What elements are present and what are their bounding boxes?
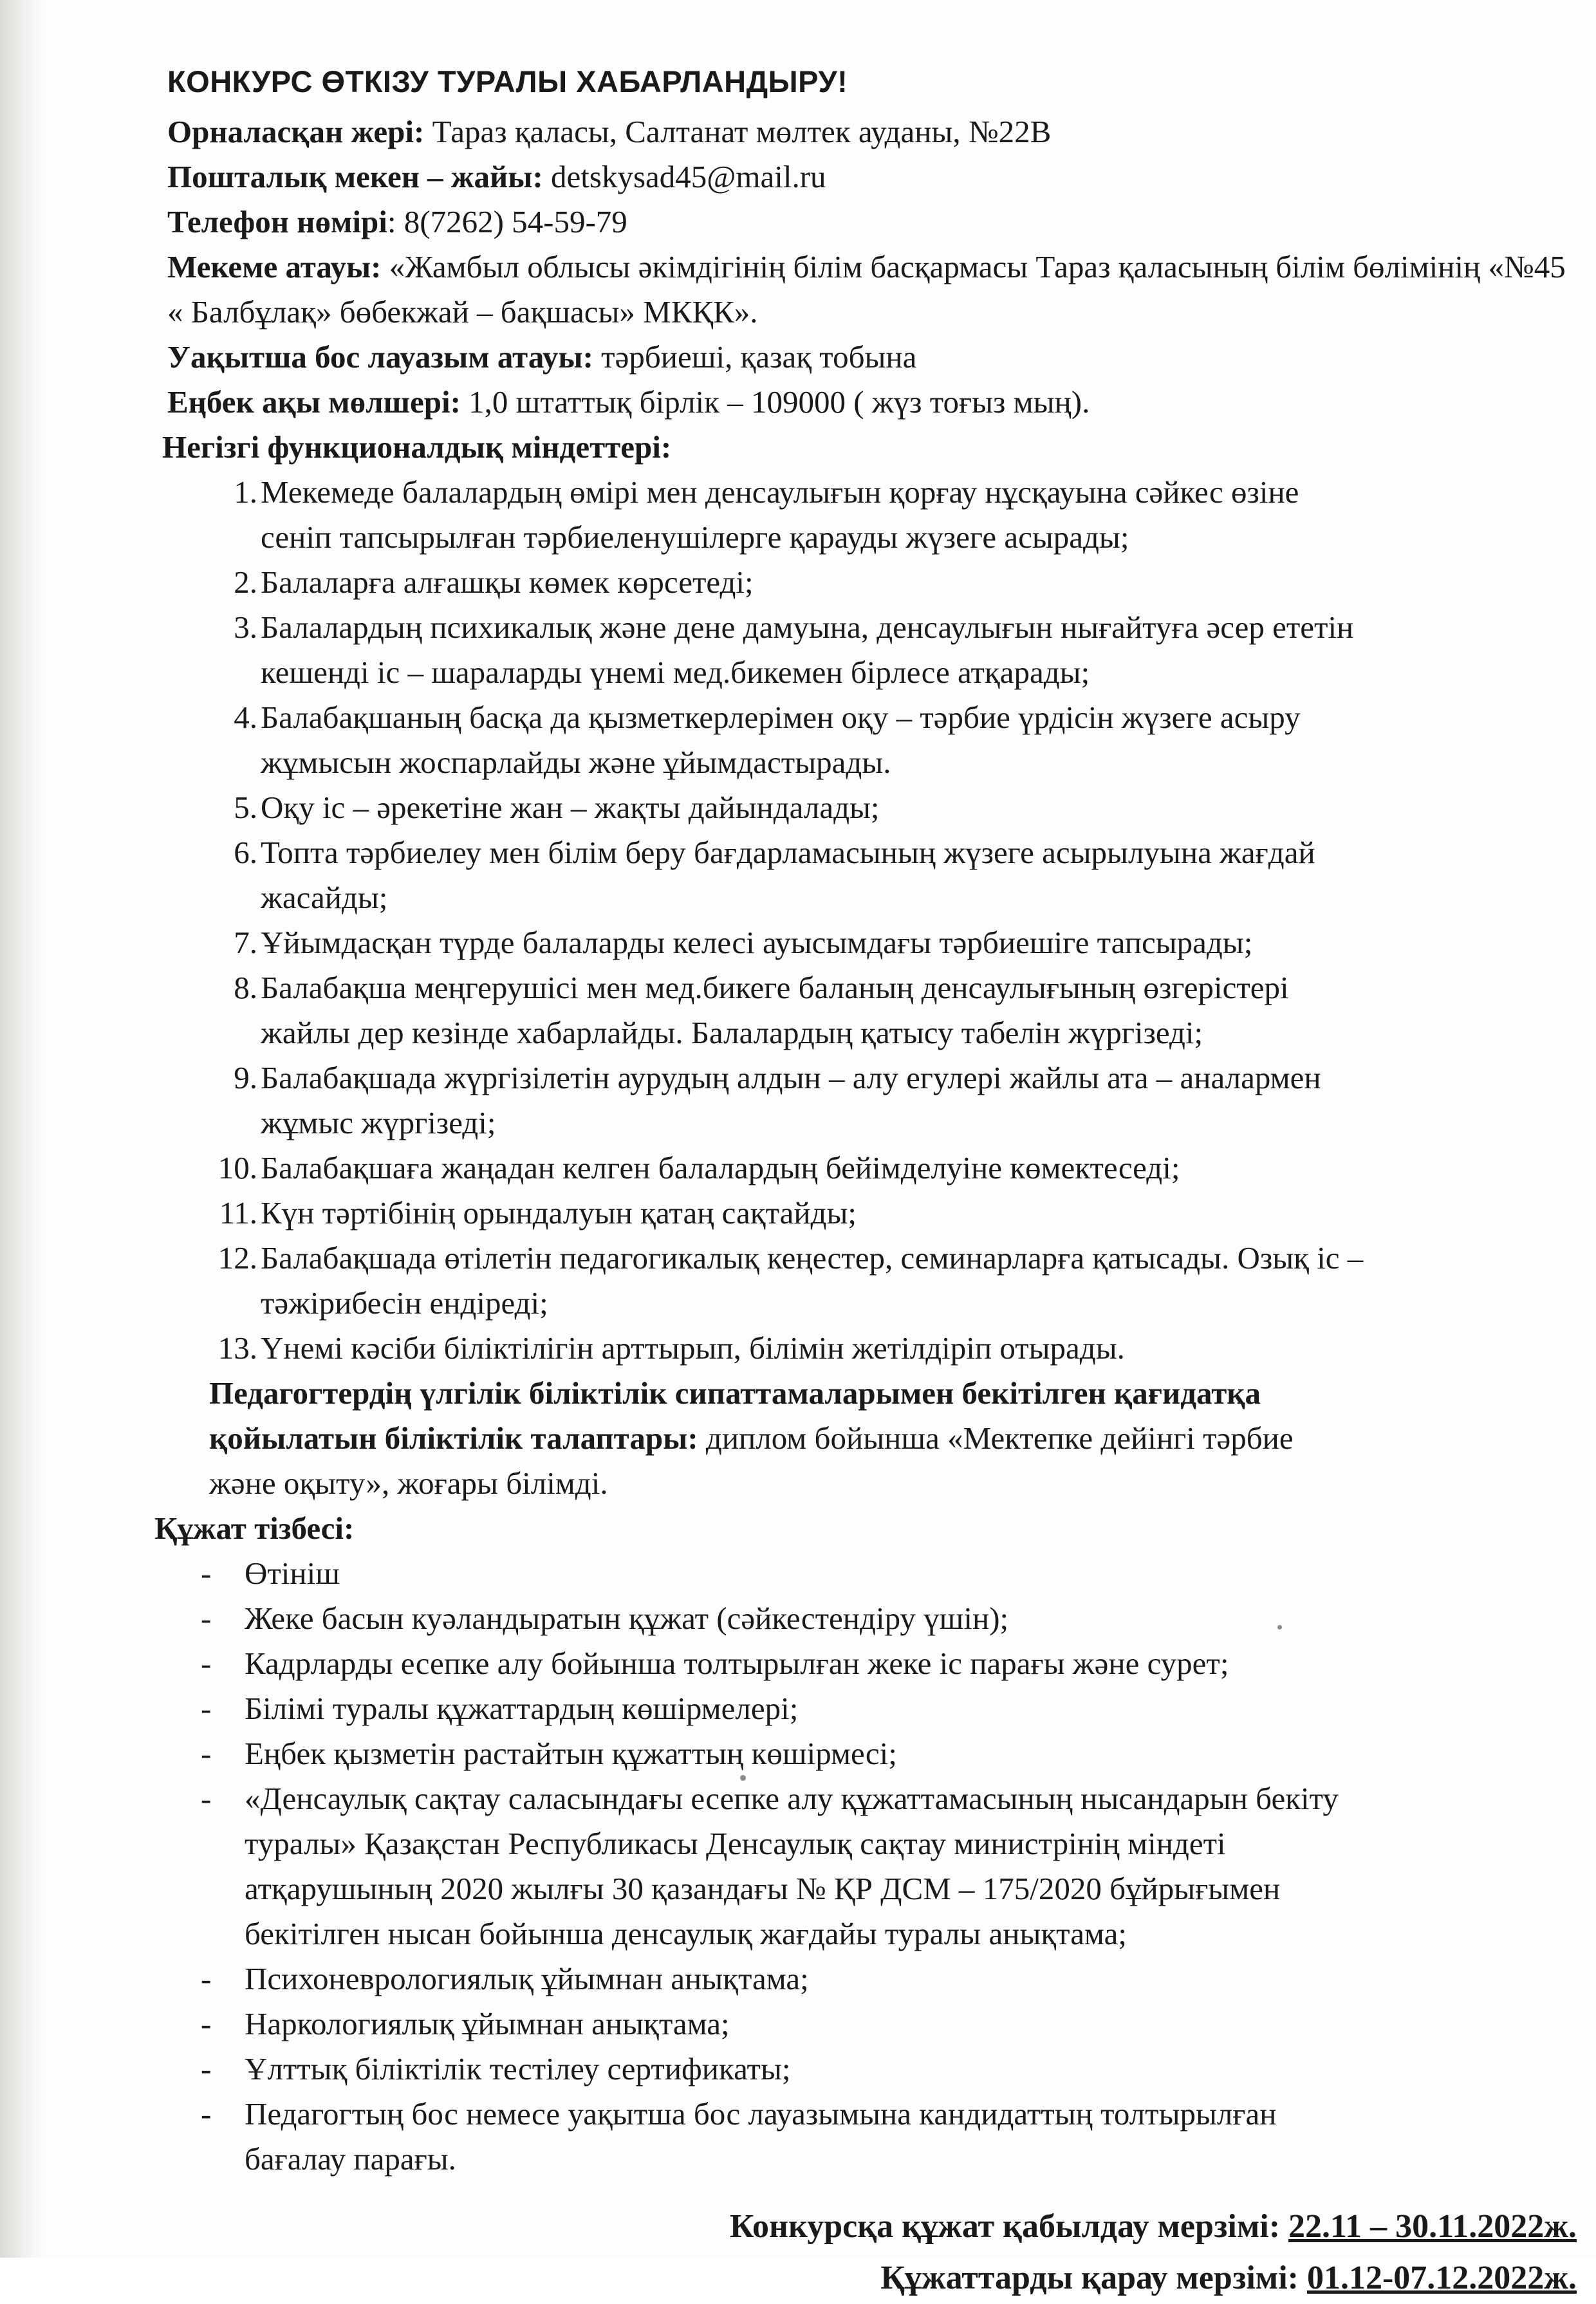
duty-text: кешенді іс – шараларды үнемі мед.бикемен бірлесе атқарады; — [261, 655, 1090, 690]
list-dash: - — [201, 1691, 212, 1726]
list-dash: - — [201, 1961, 212, 1996]
document-text: Наркологиялық ұйымнан анықтама; — [245, 2006, 730, 2041]
duty-text: Балаларға алғашқы көмек көрсетеді; — [261, 564, 754, 600]
duty-item — [154, 965, 1577, 1055]
field-label: Орналасқан жері: — [167, 114, 425, 149]
field-label: Пошталық мекен – жайы: — [167, 159, 543, 194]
duty-item — [154, 1236, 1577, 1326]
duty-text: Мекемеде балалардың өмірі мен денсаулығын қорғау нұсқауына сәйкес өзіне — [261, 474, 1299, 510]
deadline-value: 22.11 – 30.11.2022ж. — [1288, 2208, 1577, 2245]
info-fields — [154, 109, 1577, 425]
duty-text: жұмысын жоспарлайды және ұйымдастырады. — [261, 745, 891, 780]
document-text: бекітілген нысан бойынша денсаулық жағдайы туралы анықтама; — [245, 1916, 1127, 1951]
duty-number: 9. — [234, 1060, 257, 1095]
field-label: Телефон нөмірі — [167, 204, 387, 239]
duty-item — [154, 920, 1577, 965]
qualification-value: диплом бойынша «Мектепке дейінгі тәрбие — [698, 1420, 1294, 1456]
duty-number: 6. — [234, 835, 257, 870]
document-item — [154, 1686, 1577, 1731]
duty-number: 4. — [234, 700, 257, 735]
duty-text: тәжірибесін ендіреді; — [261, 1285, 548, 1321]
document-text: Өтініш — [245, 1556, 340, 1591]
document-text: бағалау парағы. — [245, 2141, 456, 2177]
qualification-requirements — [209, 1371, 1577, 1506]
duty-text: Оқу іс – әрекетіне жан – жақты дайындалады; — [261, 790, 880, 825]
document-text: атқарушының 2020 жылғы 30 қазандағы № ҚР ДСМ – 175/2020 бұйрығымен — [245, 1871, 1281, 1906]
document-item — [154, 1731, 1577, 1776]
list-dash: - — [201, 2006, 212, 2041]
field-label: Уақытша бос лауазым атауы: — [167, 339, 593, 375]
duty-number: 2. — [234, 564, 257, 600]
document-item — [154, 1596, 1577, 1641]
list-dash: - — [201, 1556, 212, 1591]
duty-number: 12. — [218, 1240, 257, 1276]
announcement-body — [154, 59, 1577, 2304]
document-text: Еңбек қызметін растайтын құжаттың көшірмесі; — [245, 1736, 897, 1771]
duty-text: Күн тәртібінің орындалуын қатаң сақтайды; — [261, 1195, 857, 1231]
field-value: detskysad45@mail.ru — [543, 159, 826, 194]
list-dash: - — [201, 1781, 212, 1816]
field-value: 1,0 штаттық бірлік – 109000 ( жүз тоғыз мың). — [460, 384, 1090, 420]
document-text: Психоневрологиялық ұйымнан анықтама; — [245, 1961, 809, 1996]
document-item — [154, 2092, 1577, 2182]
qualification-label: Педагогтердің үлгілік біліктілік сипаттамаларымен бекітілген қағидатқа — [209, 1375, 1261, 1411]
field-value: тәрбиеші, қазақ тобына — [593, 339, 917, 375]
duty-text: Балабақша меңгерушісі мен мед.бикеге баланың денсаулығының өзгерістері — [261, 970, 1289, 1005]
field-value: Тараз қаласы, Салтанат мөлтек ауданы, №22В — [424, 114, 1052, 149]
duty-item — [154, 830, 1577, 920]
duty-number: 5. — [234, 790, 257, 825]
position-field — [167, 335, 1577, 380]
duty-text: жасайды; — [261, 880, 388, 915]
submission-deadline — [154, 2201, 1577, 2253]
institution-field — [167, 245, 1577, 335]
email-field — [167, 154, 1577, 200]
duty-item — [154, 560, 1577, 605]
document-text: туралы» Қазақстан Республикасы Денсаулық сақтау министрінің міндеті — [245, 1826, 1226, 1861]
salary-field — [167, 380, 1577, 425]
duty-item — [154, 1326, 1577, 1371]
deadlines — [154, 2201, 1577, 2304]
duty-item — [154, 605, 1577, 695]
duty-number: 1. — [234, 474, 257, 510]
phone-field — [167, 200, 1577, 245]
duty-text: Үнемі кәсіби біліктілігін арттырып, білімін жетілдіріп отырады. — [261, 1330, 1125, 1366]
duty-number: 7. — [234, 925, 257, 960]
document-item — [154, 1641, 1577, 1686]
document-text: Ұлттық біліктілік тестілеу сертификаты; — [245, 2051, 791, 2086]
deadline-value: 01.12-07.12.2022ж. — [1306, 2260, 1577, 2296]
document-item — [154, 1551, 1577, 1596]
document-item — [154, 1776, 1577, 1956]
duty-item — [154, 785, 1577, 830]
documents-list — [154, 1551, 1577, 2182]
review-deadline — [154, 2253, 1577, 2304]
document-item — [154, 1956, 1577, 2002]
deadline-label: Құжаттарды қарау мерзімі: — [880, 2260, 1307, 2296]
duty-text: Балалардың психикалық және дене дамуына, денсаулығын нығайтуға әсер ететін — [261, 609, 1354, 645]
duty-text: Балабақшада өтілетін педагогикалық кеңестер, семинарларға қатысады. Озық іс – — [261, 1240, 1364, 1276]
qualification-label: қойылатын біліктілік талаптары: — [209, 1420, 698, 1456]
qualification-value: және оқыту», жоғары білімді. — [209, 1465, 608, 1501]
announcement-title: КОНКУРС ӨТКІЗУ ТУРАЛЫ ХАБАРЛАНДЫРУ! — [167, 64, 848, 98]
deadline-label: Конкурсқа құжат қабылдау мерзімі: — [729, 2208, 1289, 2245]
duty-text: Балабақшаның басқа да қызметкерлерімен оқу – тәрбие үрдісін жүзеге асыру — [261, 700, 1301, 735]
list-dash: - — [201, 1646, 212, 1681]
duty-text: Балабақшада жүргізілетін аурудың алдын – алу егулері жайлы ата – аналармен — [261, 1060, 1321, 1095]
field-value: : 8(7262) 54-59-79 — [387, 204, 627, 239]
duties-list — [154, 470, 1577, 1371]
list-dash: - — [201, 1601, 212, 1636]
document-text: Жеке басын куәландыратын құжат (сәйкестендіру үшін); — [245, 1601, 1009, 1636]
document-text: Білімі туралы құжаттардың көшірмелері; — [245, 1691, 799, 1726]
duty-item — [154, 1191, 1577, 1236]
document-text: «Денсаулық сақтау саласындағы есепке алу құжаттамасының нысандарын бекіту — [245, 1781, 1339, 1816]
scan-edge-shadow — [0, 0, 45, 2258]
duty-number: 13. — [218, 1330, 257, 1366]
document-item — [154, 2047, 1577, 2092]
duty-number: 10. — [218, 1150, 257, 1185]
list-dash: - — [201, 2096, 212, 2132]
field-label: Мекеме атауы: — [167, 249, 382, 284]
duty-text: жайлы дер кезінде хабарлайды. Балалардың қатысу табелін жүргізеді; — [261, 1015, 1203, 1050]
qualification-line — [209, 1416, 1577, 1461]
field-label: Еңбек ақы мөлшері: — [167, 384, 461, 420]
duty-text: Ұйымдасқан түрде балаларды келесі ауысымдағы тәрбиешіге тапсырады; — [261, 925, 1253, 960]
list-dash: - — [201, 1736, 212, 1771]
list-dash: - — [201, 2051, 212, 2086]
document-text: Педагогтың бос немесе уақытша бос лауазымына кандидаттың толтырылған — [245, 2096, 1277, 2132]
duty-text: сеніп тапсырылған тәрбиеленушілерге қарауды жүзеге асырады; — [261, 519, 1129, 555]
document-item — [154, 2002, 1577, 2047]
duty-item — [154, 470, 1577, 560]
duty-item — [154, 1146, 1577, 1191]
duty-number: 11. — [219, 1195, 257, 1231]
documents-heading: Құжат тізбесі: — [154, 1510, 355, 1546]
document-text: Кадрларды есепке алу бойынша толтырылған жеке іс парағы және сурет; — [245, 1646, 1229, 1681]
duty-number: 3. — [234, 609, 257, 645]
location-field — [167, 109, 1577, 154]
field-value: «Жамбыл облысы әкімдігінің білім басқармасы Тараз қаласының білім бөлімінің «№45 « Балбұлақ» бөбекжай – бақшасы» МКҚК». — [167, 249, 1566, 330]
duty-text: жұмыс жүргізеді; — [261, 1105, 496, 1140]
duty-item — [154, 1055, 1577, 1146]
duty-text: Балабақшаға жаңадан келген балалардың бейімделуіне көмектеседі; — [261, 1150, 1180, 1185]
duties-heading: Негізгі функционалдық міндеттері: — [162, 429, 672, 465]
duty-number: 8. — [234, 970, 257, 1005]
duty-text: Топта тәрбиелеу мен білім беру бағдарламасының жүзеге асырылуына жағдай — [261, 835, 1315, 870]
duty-item — [154, 695, 1577, 785]
